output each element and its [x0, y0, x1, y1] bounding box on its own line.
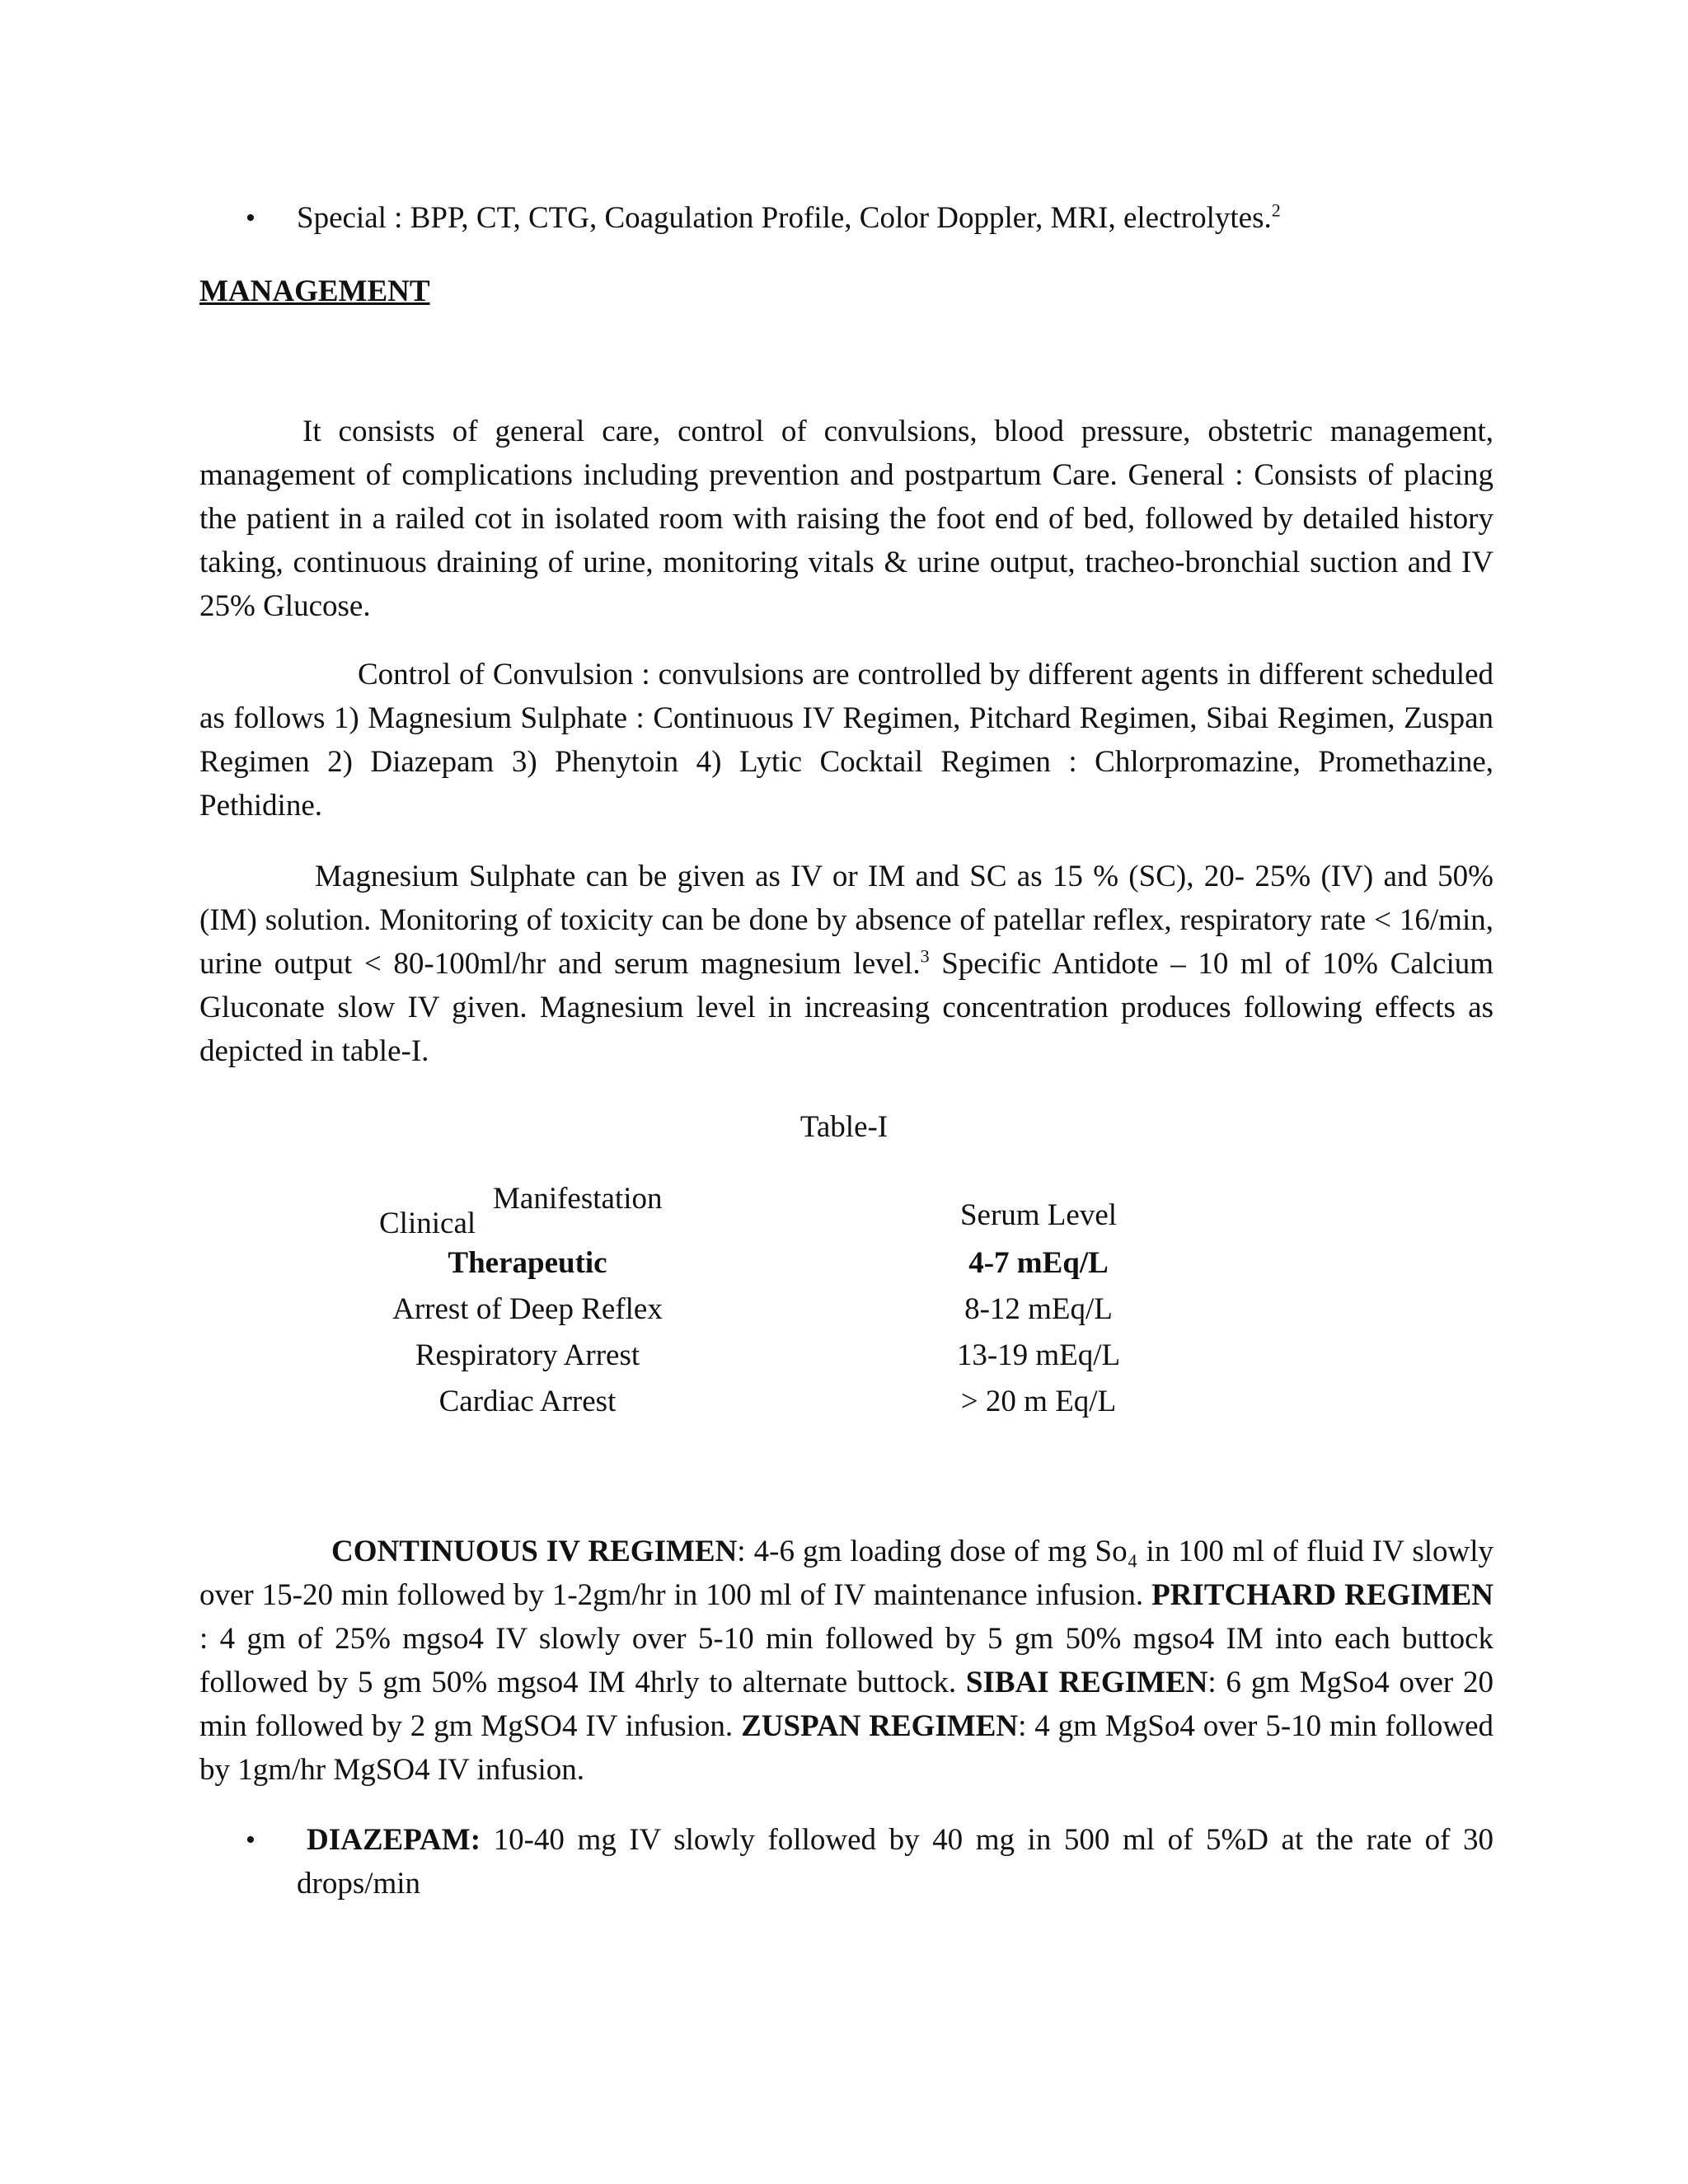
bullet-marker: • — [246, 203, 256, 233]
management-heading: MANAGEMENT — [199, 274, 430, 308]
regimens-paragraph — [199, 1530, 1493, 1792]
diazepam-label: DIAZEPAM: — [307, 1823, 481, 1857]
pritchard-regimen-text: : 4 gm of 25% mgso4 IV slowly over 5-10 min followed by 5 gm 50% mgso4 IM into each buttock followed by 5 gm 50% mgso4 IM 4hrly to alternate buttock. — [199, 1622, 1493, 1699]
sibai-regimen-text: : 6 gm MgSo4 over 20 min followed by 2 gm MgSO4 IV infusion. — [199, 1666, 1493, 1743]
table-row — [0, 1333, 1688, 1380]
zuspan-regimen-text: : 4 gm MgSo4 over 5-10 min followed by 1gm/hr MgSO4 IV infusion. — [199, 1709, 1494, 1787]
table-title: Table-I — [799, 1110, 889, 1144]
manifestation-cell: Therapeutic — [448, 1246, 607, 1280]
sibai-regimen-label: SIBAI REGIMEN — [965, 1666, 1208, 1699]
control-of-convulsion-paragraph: Control of Convulsion : convulsions are controlled by different agents in different scheduled as follows 1) Magnesium Sulphate : Continuous IV Regimen, Pitchard Regimen, Sibai Regimen, Zuspan Regimen 2) Diazepam 3) Phenytoin 4) Lytic Cocktail Regimen : Chlorpromazine, Promethazine, Pethidine. — [199, 658, 1493, 823]
manifestation-cell: Respiratory Arrest — [415, 1338, 640, 1372]
special-investigations-item — [297, 196, 1500, 240]
manifestation-cell: Cardiac Arrest — [438, 1385, 617, 1418]
zuspan-regimen-label: ZUSPAN REGIMEN — [741, 1709, 1019, 1743]
magnesium-sulphate-text-1: Magnesium Sulphate can be given as IV or IM and SC as 15 % (SC), 20- 25% (IV) and 50% (IM) solution. Monitoring of toxicity can be done by absence of patellar reflex, respiratory rate < 16/min, urine output < 80-100ml/hr and serum magnesium level. — [199, 860, 1493, 981]
magnesium-sulphate-text-2: Specific Antidote – 10 ml of 10% Calcium Gluconate slow IV given. Magnesium level in increasing concentration produces following effects as depicted in table-I. — [199, 947, 1494, 1068]
diazepam-item — [297, 1818, 1493, 1905]
magnesium-sulphate-paragraph — [199, 855, 1493, 1073]
table-row — [0, 1241, 1688, 1287]
reference-2: 2 — [1271, 199, 1281, 221]
header-manifestation: Manifestation — [493, 1182, 663, 1216]
table-row — [0, 1287, 1688, 1333]
header-clinical: Clinical — [379, 1207, 476, 1240]
general-care-paragraph: It consists of general care, control of convulsions, blood pressure, obstetric management, management of complications including prevention and postpartum Care. General : Consists of placing the patient in a railed cot in isolated room with raising the foot end of bed, followed by detailed history taking, continuous draining of urine, monitoring vitals & urine output, tracheo-bronchial suction and IV 25% Glucose. — [199, 415, 1493, 623]
diazepam-text: 10-40 mg IV slowly followed by 40 mg in 500 ml of 5%D at the rate of 30 drops/min — [297, 1823, 1493, 1900]
header-serum-level: Serum Level — [959, 1198, 1118, 1232]
continuous-iv-regimen-text: : 4-6 gm loading dose of mg So₄ in 100 ml of fluid IV slowly over 15-20 min followed by 1-2gm/hr in 100 ml of IV maintenance infusion. — [199, 1535, 1493, 1612]
serum-level-cell: > 20 m Eq/L — [960, 1385, 1117, 1418]
special-investigations-text: Special : BPP, CT, CTG, Coagulation Profile, Color Doppler, MRI, electrolytes. — [297, 201, 1272, 235]
manifestation-cell: Arrest of Deep Reflex — [392, 1292, 663, 1326]
serum-level-cell: 8-12 mEq/L — [964, 1292, 1113, 1326]
bullet-marker: • — [246, 1825, 256, 1855]
pritchard-regimen-label: PRITCHARD REGIMEN — [1151, 1578, 1493, 1612]
continuous-iv-regimen-label: CONTINUOUS IV REGIMEN — [331, 1535, 738, 1568]
serum-level-cell: 4-7 mEq/L — [968, 1246, 1109, 1280]
table-row — [0, 1380, 1688, 1426]
serum-level-cell: 13-19 mEq/L — [956, 1338, 1121, 1372]
reference-3: 3 — [920, 945, 930, 967]
